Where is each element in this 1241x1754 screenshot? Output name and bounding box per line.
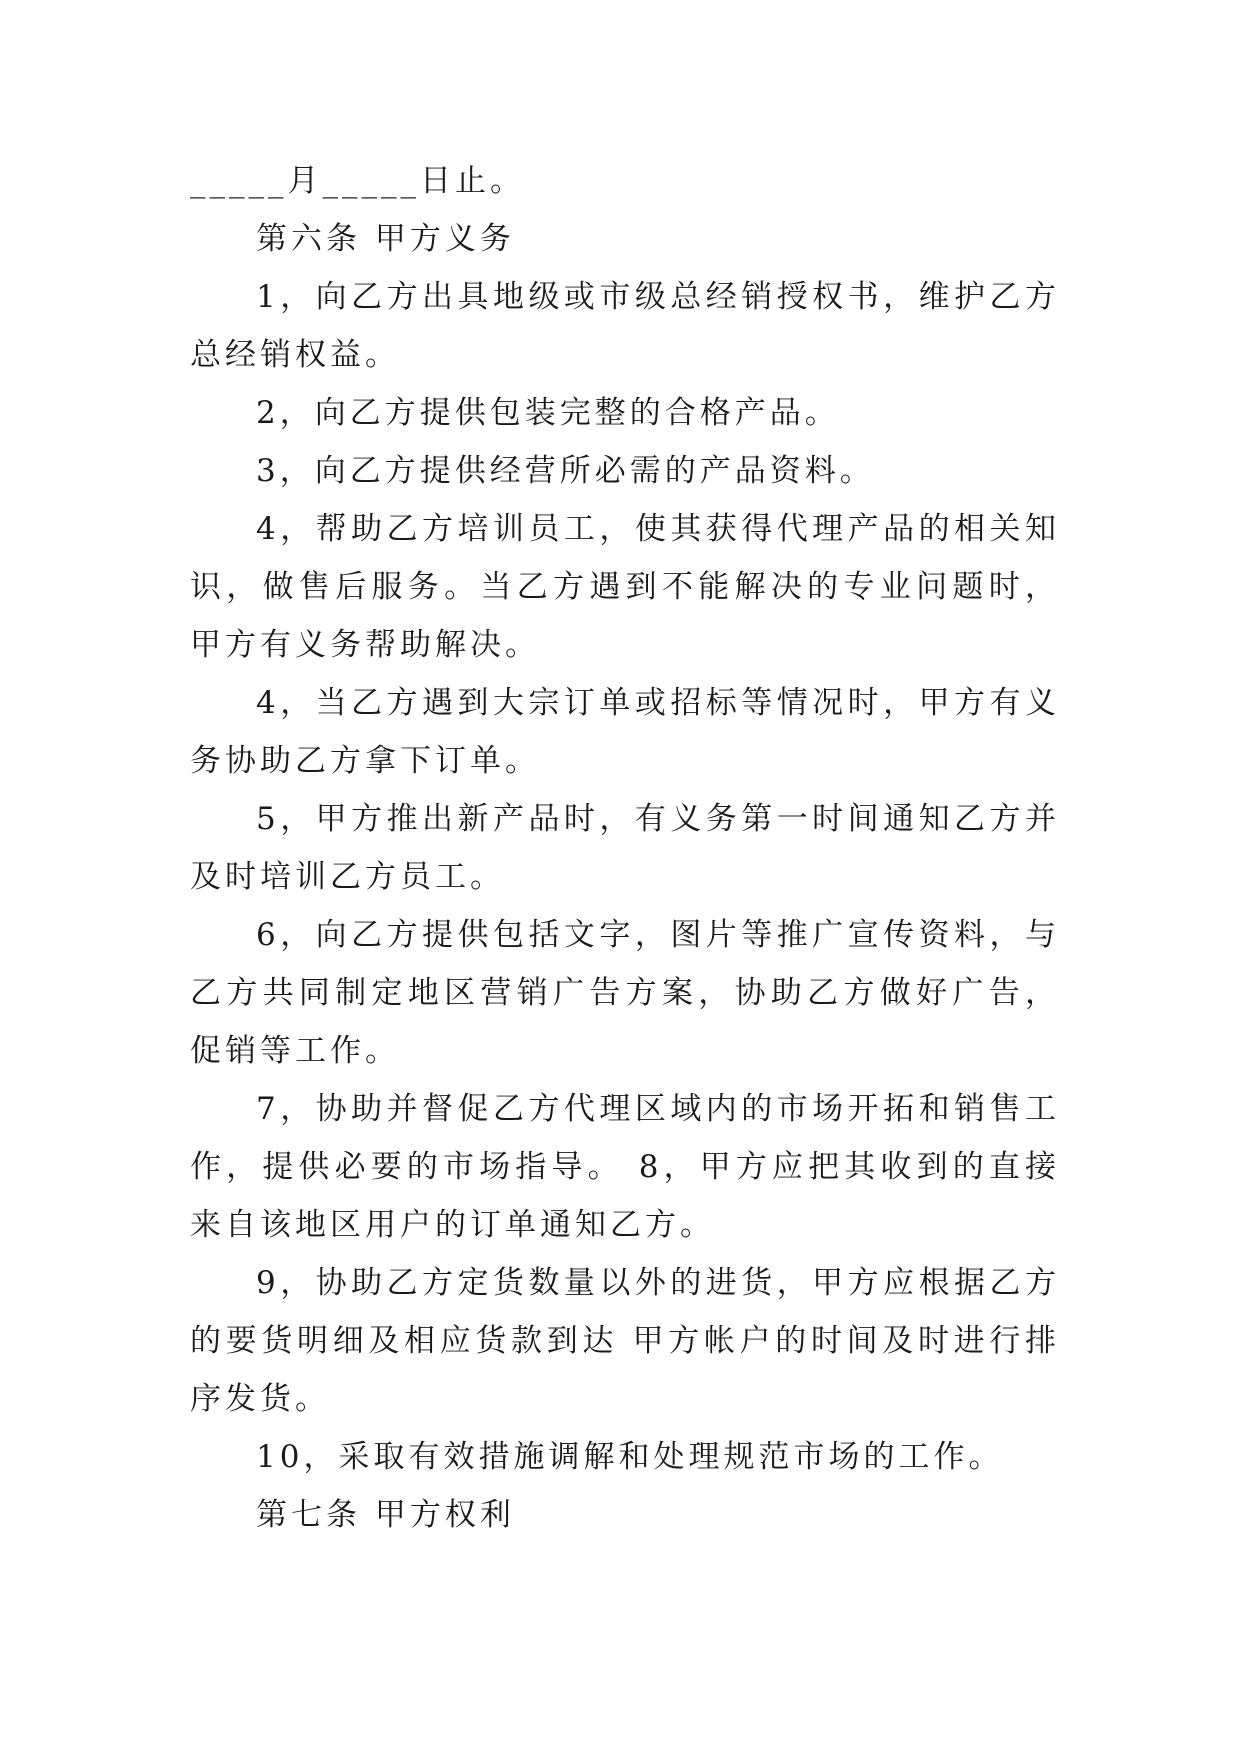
document-body <box>190 152 1060 1544</box>
paragraph-item-4b: 4，当乙方遇到大宗订单或招标等情况时，甲方有义务协助乙方拿下订单。 <box>190 685 1060 779</box>
paragraph-item-1: 1，向乙方出具地级或市级总经销授权书，维护乙方总经销权益。 <box>190 279 1060 373</box>
paragraph-date-end: _____月_____日止。 <box>190 163 525 199</box>
paragraph-item-4a: 4，帮助乙方培训员工，使其获得代理产品的相关知识，做售后服务。当乙方遇到不能解决的专业问题时，甲方有义务帮助解决。 <box>190 511 1060 663</box>
paragraph-item-5: 5，甲方推出新产品时，有义务第一时间通知乙方并及时培训乙方员工。 <box>190 801 1060 895</box>
paragraph-item-7-8: 7，协助并督促乙方代理区域内的市场开拓和销售工作，提供必要的市场指导。 8，甲方应把其收到的直接来自该地区用户的订单通知乙方。 <box>190 1091 1060 1243</box>
paragraph-item-10: 10，采取有效措施调解和处理规范市场的工作。 <box>256 1439 1004 1475</box>
paragraph-item-9: 9，协助乙方定货数量以外的进货，甲方应根据乙方的要货明细及相应货款到达 甲方帐户的时间及时进行排序发货。 <box>190 1265 1060 1417</box>
paragraph-item-3: 3，向乙方提供经营所必需的产品资料。 <box>256 453 875 489</box>
heading-article-6: 第六条 甲方义务 <box>256 221 515 257</box>
heading-article-7: 第七条 甲方权利 <box>256 1497 515 1533</box>
paragraph-item-6: 6，向乙方提供包括文字，图片等推广宣传资料，与乙方共同制定地区营销广告方案，协助乙方做好广告，促销等工作。 <box>190 917 1060 1069</box>
paragraph-item-2: 2，向乙方提供包装完整的合格产品。 <box>256 395 840 431</box>
